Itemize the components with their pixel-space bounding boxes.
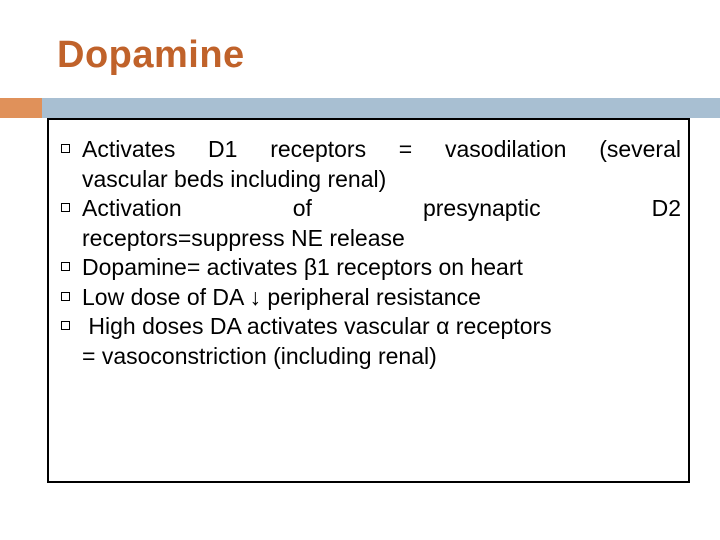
bullet-line: Activation of presynaptic D2 (82, 195, 681, 221)
title-accent-bar (0, 98, 42, 118)
slide-title: Dopamine (57, 34, 245, 76)
bullet-list (61, 135, 681, 371)
bullet-line: vascular beds including renal) (82, 165, 387, 192)
bullet-item (61, 283, 681, 313)
content-box (47, 118, 690, 483)
hollow-square-bullet-icon (61, 262, 70, 271)
bullet-line: High doses DA activates vascular α receptors (82, 313, 552, 339)
bullet-item (61, 253, 681, 283)
title-divider-bar (42, 98, 720, 118)
bullet-line: Dopamine= activates β1 receptors on heart (82, 254, 523, 280)
bullet-item (61, 312, 681, 371)
hollow-square-bullet-icon (61, 292, 70, 301)
hollow-square-bullet-icon (61, 203, 70, 212)
bullet-line: Activates D1 receptors = vasodilation (several (82, 136, 681, 162)
bullet-item (61, 194, 681, 253)
bullet-item (61, 135, 681, 194)
bullet-line: receptors=suppress NE release (82, 224, 405, 251)
hollow-square-bullet-icon (61, 144, 70, 153)
hollow-square-bullet-icon (61, 321, 70, 330)
bullet-line: Low dose of DA ↓ peripheral resistance (82, 283, 481, 310)
bullet-line: = vasoconstriction (including renal) (82, 342, 437, 369)
